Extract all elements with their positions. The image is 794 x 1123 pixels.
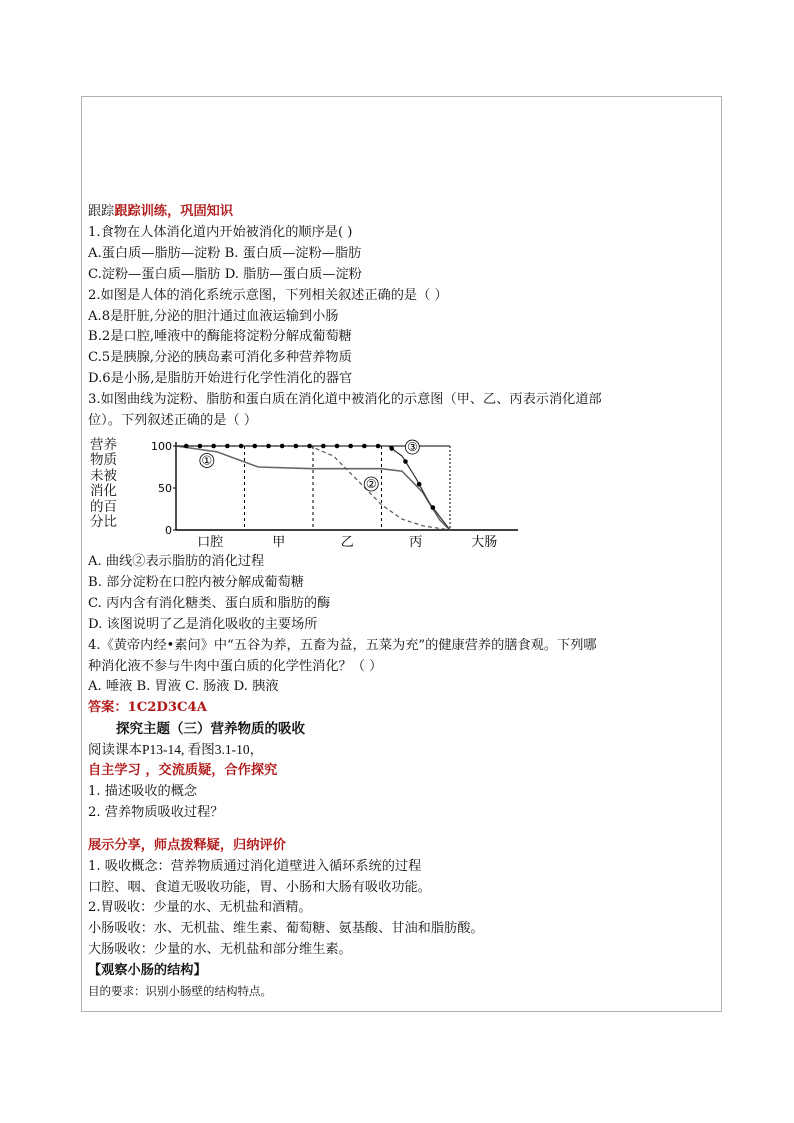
series-3-marker — [307, 444, 312, 449]
topic-heading: 探究主题（三）营养物质的吸收 — [116, 721, 305, 737]
y-tick-label: 0 — [165, 523, 172, 537]
heading-title: 跟踪训练，巩固知识 — [114, 204, 234, 219]
series-3-marker — [239, 444, 244, 449]
q2-stem: 2.如图是人体的消化系统示意图，下列相关叙述正确的是（ ） — [88, 287, 448, 303]
series-3-marker — [362, 444, 367, 449]
q1-options-ab: A.蛋白质—脂肪—淀粉 B. 蛋白质—淀粉—脂肪 — [88, 245, 362, 261]
q4-stem-line2: 种消化液不参与牛肉中蛋白质的化学性消化？（ ） — [88, 658, 383, 674]
series-3-marker — [184, 444, 189, 449]
series-3-marker — [198, 444, 203, 449]
series-label: ③ — [406, 440, 418, 455]
x-category-label: 丙 — [409, 534, 423, 548]
summary-large-intestine-absorption: 大肠吸收：少量的水、无机盐和部分维生素。 — [88, 942, 352, 958]
ylabel-line: 分比 — [90, 514, 117, 531]
x-category-label: 口腔 — [197, 534, 224, 548]
heading-prefix: 跟踪 — [88, 204, 115, 219]
series-3-marker — [335, 444, 340, 449]
ylabel-line: 消化 — [90, 483, 117, 500]
q1-stem: 1.食物在人体消化道内开始被消化的顺序是( ) — [88, 224, 353, 240]
series-3-marker — [266, 444, 271, 449]
chart-labels-group — [151, 440, 497, 548]
reading-instruction: 阅读课本P13-14, 看图3.1-10， — [88, 742, 264, 758]
series-3-marker — [417, 482, 422, 487]
series-3-marker — [280, 444, 285, 449]
q2-option-d: D.6是小肠,是脂肪开始进行化学性消化的器官 — [88, 371, 353, 387]
x-category-label: 甲 — [272, 534, 286, 548]
series-3-marker — [321, 444, 326, 449]
series-3-marker — [376, 444, 381, 449]
q2-option-b: B.2是口腔,唾液中的酶能将淀粉分解成葡萄糖 — [88, 329, 352, 345]
summary-absorption-organs: 口腔、咽、食道无吸收功能，胃、小肠和大肠有吸收功能。 — [88, 879, 431, 895]
series-3-marker — [389, 446, 394, 451]
ylabel-line: 物质 — [90, 452, 117, 469]
q2-option-c: C.5是胰腺,分泌的胰岛素可消化多种营养物质 — [88, 350, 352, 366]
aim-text: 目的要求：识别小肠壁的结构特点。 — [88, 984, 272, 999]
document-content — [88, 202, 718, 1000]
q4-options: A. 唾液 B. 胃液 C. 肠液 D. 胰液 — [88, 679, 279, 695]
self-study-heading: 自主学习 ，交流质疑，合作探究 — [88, 763, 278, 779]
series-3-marker — [294, 444, 299, 449]
x-category-label: 大肠 — [471, 534, 498, 548]
series-3-marker — [431, 505, 436, 510]
x-category-label: 乙 — [340, 534, 354, 548]
series-3-marker — [403, 459, 408, 464]
series-3-marker — [252, 444, 257, 449]
q3-option-d: D. 该图说明了乙是消化吸收的主要场所 — [88, 616, 318, 632]
chart-ylabel — [90, 438, 134, 531]
digestion-chart — [88, 434, 528, 548]
summary-small-intestine-absorption: 小肠吸收：水、无机盐、维生素、葡萄糖、氨基酸、甘油和脂肪酸。 — [88, 921, 484, 937]
ylabel-line: 未被 — [90, 467, 117, 484]
chart-series-group — [176, 444, 450, 530]
q3-option-c: C. 丙内含有消化糖类、蛋白质和脂肪的酶 — [88, 595, 331, 611]
ylabel-line: 的百 — [90, 498, 117, 515]
spacer — [88, 824, 718, 836]
series-3-marker — [348, 444, 353, 449]
chart-svg — [88, 434, 528, 548]
summary-stomach-absorption: 2.胃吸收：少量的水、无机盐和酒精。 — [88, 900, 312, 916]
answer-key: 答案：1C2D3C4A — [88, 700, 207, 716]
series-label: ① — [201, 453, 213, 468]
q3-option-b: B. 部分淀粉在口腔内被分解成葡萄糖 — [88, 574, 304, 590]
section-heading — [88, 202, 718, 223]
q3-stem-line1: 3.如图曲线为淀粉、脂肪和蛋白质在消化道中被消化的示意图（甲、乙、丙表示消化道部 — [88, 392, 602, 408]
series-3-marker — [211, 444, 216, 449]
summary-absorption-concept: 1. 吸收概念：营养物质通过消化道壁进入循环系统的过程 — [88, 858, 422, 874]
q2-option-a: A.8是肝脏,分泌的胆汁通过血液运输到小肠 — [88, 308, 339, 324]
study-question-1: 1. 描述吸收的概念 — [88, 783, 198, 799]
q3-stem-line2: 位）。下列叙述正确的是（ ） — [88, 413, 258, 429]
share-heading: 展示分享，师点拨释疑，归纳评价 — [88, 837, 286, 853]
ylabel-line: 营养 — [90, 436, 117, 453]
series-3-marker — [225, 444, 230, 449]
y-tick-label: 50 — [158, 481, 172, 495]
q1-options-cd: C.淀粉—蛋白质—脂肪 D. 脂肪—蛋白质—淀粉 — [88, 266, 362, 282]
y-tick-label: 100 — [151, 439, 172, 453]
series-label: ② — [365, 476, 377, 491]
q4-stem-line1: 4.《黄帝内经•素问》中“五谷为养，五畜为益，五菜为充”的健康营养的膳食观。下列哪 — [88, 637, 597, 653]
study-question-2: 2. 营养物质吸收过程？ — [88, 804, 224, 820]
observe-heading: 【观察小肠的结构】 — [88, 963, 207, 979]
q3-option-a: A. 曲线②表示脂肪的消化过程 — [88, 553, 265, 569]
